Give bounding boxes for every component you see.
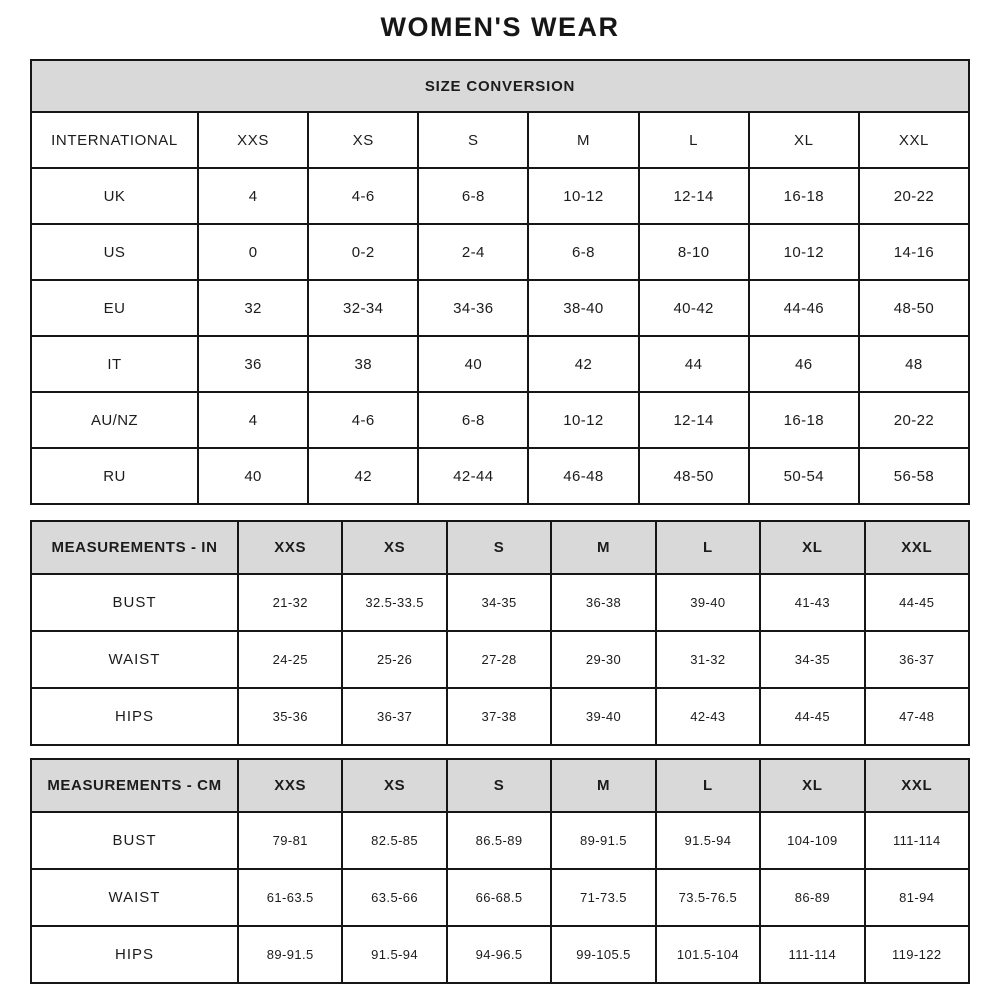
size-conversion-row-label: UK [32,169,197,223]
size-conversion-value-cell: 0-2 [309,225,417,279]
size-conversion-row-label: RU [32,449,197,503]
size-conversion-value-cell: 20-22 [860,169,968,223]
measurements-cm-header-cell: XXS [239,760,341,811]
size-conversion-value-cell: 16-18 [750,169,858,223]
measurements-in-header-cell: XL [761,522,863,573]
measurements-cm-value-cell: 101.5-104 [657,927,759,982]
size-conversion-table [30,59,970,505]
size-conversion-row-label: IT [32,337,197,391]
measurements-in-value-cell: 42-43 [657,689,759,744]
size-conversion-value-cell: 32 [199,281,307,335]
measurements-cm-value-cell: 79-81 [239,813,341,868]
measurements-cm-value-cell: 73.5-76.5 [657,870,759,925]
size-conversion-value-cell: 44-46 [750,281,858,335]
measurements-cm-table [30,758,970,984]
size-conversion-value-cell: 40 [199,449,307,503]
measurements-in-value-cell: 44-45 [761,689,863,744]
measurements-cm-header-cell: MEASUREMENTS - CM [32,760,237,811]
measurements-cm-value-cell: 86-89 [761,870,863,925]
size-conversion-value-cell: 6-8 [419,393,527,447]
size-conversion-value-cell: 0 [199,225,307,279]
size-conversion-value-cell: 38-40 [529,281,637,335]
size-conversion-value-cell: 10-12 [529,169,637,223]
measurements-in-value-cell: 29-30 [552,632,654,687]
size-conversion-value-cell: 2-4 [419,225,527,279]
size-conversion-banner: SIZE CONVERSION [32,61,968,111]
size-conversion-value-cell: 4 [199,393,307,447]
measurements-in-header-cell: M [552,522,654,573]
size-conversion-value-cell: 44 [640,337,748,391]
size-conversion-value-cell: 8-10 [640,225,748,279]
measurements-in-value-cell: 39-40 [657,575,759,630]
size-conversion-value-cell: 6-8 [529,225,637,279]
measurements-cm-value-cell: 63.5-66 [343,870,445,925]
measurements-cm-value-cell: 94-96.5 [448,927,550,982]
measurements-in-value-cell: 35-36 [239,689,341,744]
size-conversion-value-cell: 40-42 [640,281,748,335]
measurements-in-value-cell: 24-25 [239,632,341,687]
size-conversion-value-cell: 48-50 [640,449,748,503]
size-conversion-value-cell: 12-14 [640,169,748,223]
size-conversion-header-cell: M [529,113,637,167]
size-conversion-value-cell: 4-6 [309,169,417,223]
size-conversion-value-cell: 50-54 [750,449,858,503]
measurements-in-value-cell: 36-37 [343,689,445,744]
measurements-cm-value-cell: 86.5-89 [448,813,550,868]
measurements-in-value-cell: 34-35 [448,575,550,630]
measurements-in-value-cell: 36-37 [866,632,968,687]
size-conversion-value-cell: 46-48 [529,449,637,503]
size-conversion-value-cell: 20-22 [860,393,968,447]
measurements-in-value-cell: 44-45 [866,575,968,630]
size-conversion-header-cell: XL [750,113,858,167]
measurements-cm-header-cell: M [552,760,654,811]
size-conversion-header-cell: L [640,113,748,167]
size-conversion-header-cell: XXS [199,113,307,167]
measurements-cm-row-label: BUST [32,813,237,868]
measurements-in-header-cell: L [657,522,759,573]
size-conversion-value-cell: 42-44 [419,449,527,503]
size-conversion-value-cell: 48-50 [860,281,968,335]
size-conversion-value-cell: 36 [199,337,307,391]
size-conversion-value-cell: 40 [419,337,527,391]
measurements-in-value-cell: 31-32 [657,632,759,687]
size-conversion-value-cell: 34-36 [419,281,527,335]
size-conversion-value-cell: 4-6 [309,393,417,447]
measurements-in-value-cell: 34-35 [761,632,863,687]
measurements-in-header-cell: S [448,522,550,573]
size-conversion-value-cell: 10-12 [529,393,637,447]
measurements-cm-value-cell: 66-68.5 [448,870,550,925]
size-conversion-value-cell: 46 [750,337,858,391]
measurements-cm-value-cell: 61-63.5 [239,870,341,925]
measurements-in-value-cell: 47-48 [866,689,968,744]
page-title: WOMEN'S WEAR [380,12,620,42]
measurements-cm-value-cell: 71-73.5 [552,870,654,925]
measurements-cm-header-cell: XS [343,760,445,811]
measurements-in-value-cell: 37-38 [448,689,550,744]
size-conversion-value-cell: 32-34 [309,281,417,335]
measurements-cm-row-label: HIPS [32,927,237,982]
size-conversion-value-cell: 16-18 [750,393,858,447]
measurements-in-value-cell: 25-26 [343,632,445,687]
measurements-cm-value-cell: 89-91.5 [552,813,654,868]
measurements-in-row-label: HIPS [32,689,237,744]
measurements-in-value-cell: 39-40 [552,689,654,744]
size-conversion-header-cell: XXL [860,113,968,167]
size-conversion-value-cell: 42 [529,337,637,391]
measurements-in-row-label: BUST [32,575,237,630]
measurements-in-value-cell: 36-38 [552,575,654,630]
measurements-cm-value-cell: 81-94 [866,870,968,925]
measurements-in-value-cell: 21-32 [239,575,341,630]
size-conversion-row-label: EU [32,281,197,335]
measurements-in-header-cell: MEASUREMENTS - IN [32,522,237,573]
size-conversion-value-cell: 10-12 [750,225,858,279]
measurements-cm-header-cell: L [657,760,759,811]
measurements-in-row-label: WAIST [32,632,237,687]
size-conversion-value-cell: 56-58 [860,449,968,503]
measurements-cm-value-cell: 119-122 [866,927,968,982]
size-conversion-value-cell: 38 [309,337,417,391]
measurements-in-value-cell: 27-28 [448,632,550,687]
measurements-cm-value-cell: 111-114 [761,927,863,982]
measurements-in-table [30,520,970,746]
measurements-cm-value-cell: 111-114 [866,813,968,868]
measurements-in-value-cell: 41-43 [761,575,863,630]
measurements-in-header-cell: XXL [866,522,968,573]
measurements-cm-header-cell: XL [761,760,863,811]
measurements-cm-value-cell: 91.5-94 [343,927,445,982]
size-conversion-value-cell: 4 [199,169,307,223]
size-conversion-header-cell: XS [309,113,417,167]
size-conversion-header-cell: INTERNATIONAL [32,113,197,167]
measurements-cm-value-cell: 89-91.5 [239,927,341,982]
size-conversion-header-cell: S [419,113,527,167]
size-conversion-row-label: US [32,225,197,279]
size-conversion-value-cell: 14-16 [860,225,968,279]
measurements-cm-value-cell: 91.5-94 [657,813,759,868]
size-conversion-value-cell: 48 [860,337,968,391]
size-conversion-value-cell: 6-8 [419,169,527,223]
measurements-in-value-cell: 32.5-33.5 [343,575,445,630]
size-conversion-value-cell: 12-14 [640,393,748,447]
measurements-cm-value-cell: 99-105.5 [552,927,654,982]
measurements-cm-value-cell: 82.5-85 [343,813,445,868]
measurements-cm-value-cell: 104-109 [761,813,863,868]
measurements-cm-header-cell: S [448,760,550,811]
measurements-in-header-cell: XS [343,522,445,573]
measurements-in-header-cell: XXS [239,522,341,573]
size-conversion-value-cell: 42 [309,449,417,503]
measurements-cm-row-label: WAIST [32,870,237,925]
size-conversion-row-label: AU/NZ [32,393,197,447]
measurements-cm-header-cell: XXL [866,760,968,811]
